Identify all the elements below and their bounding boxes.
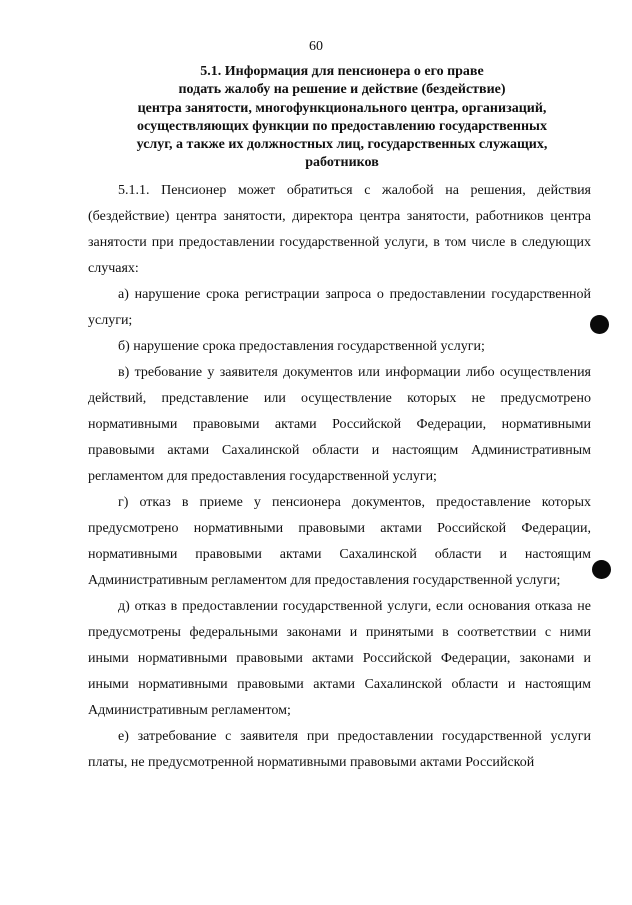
list-item-v: в) требование у заявителя документов или информации либо осуществления действий, представление или осуществление которых не предусмотрено нормативными правовыми актами Российской Федерации, нормативными правовыми актами Сахалинской области и настоящим Административным регламентом для предоставления государственной услуги;: [88, 365, 591, 484]
heading-line: услуг, а также их должностных лиц, государственных служащих,: [136, 137, 548, 153]
paragraph-5-1-1: 5.1.1. Пенсионер может обратиться с жалобой на решения, действия (бездействие) центра занятости, директора центра занятости, работников центра занятости при предоставлении государственной услуги, в том числе в следующих случаях:: [88, 183, 591, 276]
list-item-g: г) отказ в приеме у пенсионера документов, предоставление которых предусмотрено нормативными правовыми актами Российской Федерации, нормативными правовыми актами Сахалинской области и настоящим Административным регламентом для предоставления государственной услуги;: [88, 495, 591, 588]
list-item-e: е) затребование с заявителя при предоставлении государственной услуги платы, не предусмотренной нормативными правовыми актами Российской: [88, 729, 591, 770]
heading-line: работников: [305, 155, 379, 171]
document-body: [88, 178, 591, 776]
list-item-a: а) нарушение срока регистрации запроса о предоставлении государственной услуги;: [88, 287, 591, 328]
punch-hole-mark: [592, 560, 611, 579]
punch-hole-mark: [590, 315, 609, 334]
heading-line: 5.1. Информация для пенсионера о его праве: [200, 64, 484, 79]
list-item-d: д) отказ в предоставлении государственной услуги, если основания отказа не предусмотрены федеральными законами и принятыми в соответствии с ними иными нормативными правовыми актами Российской Федерации, законами и иными нормативными правовыми актами Сахалинской области и настоящим Административным регламентом;: [88, 599, 591, 718]
heading-line: подать жалобу на решение и действие (бездействие): [178, 82, 506, 98]
page-number: 60: [309, 39, 323, 54]
heading-line: центра занятости, многофункционального центра, организаций,: [137, 100, 547, 116]
section-heading: [92, 63, 592, 173]
heading-line: осуществляющих функции по предоставлению государственных: [137, 118, 547, 134]
list-item-b: б) нарушение срока предоставления государственной услуги;: [118, 339, 485, 354]
